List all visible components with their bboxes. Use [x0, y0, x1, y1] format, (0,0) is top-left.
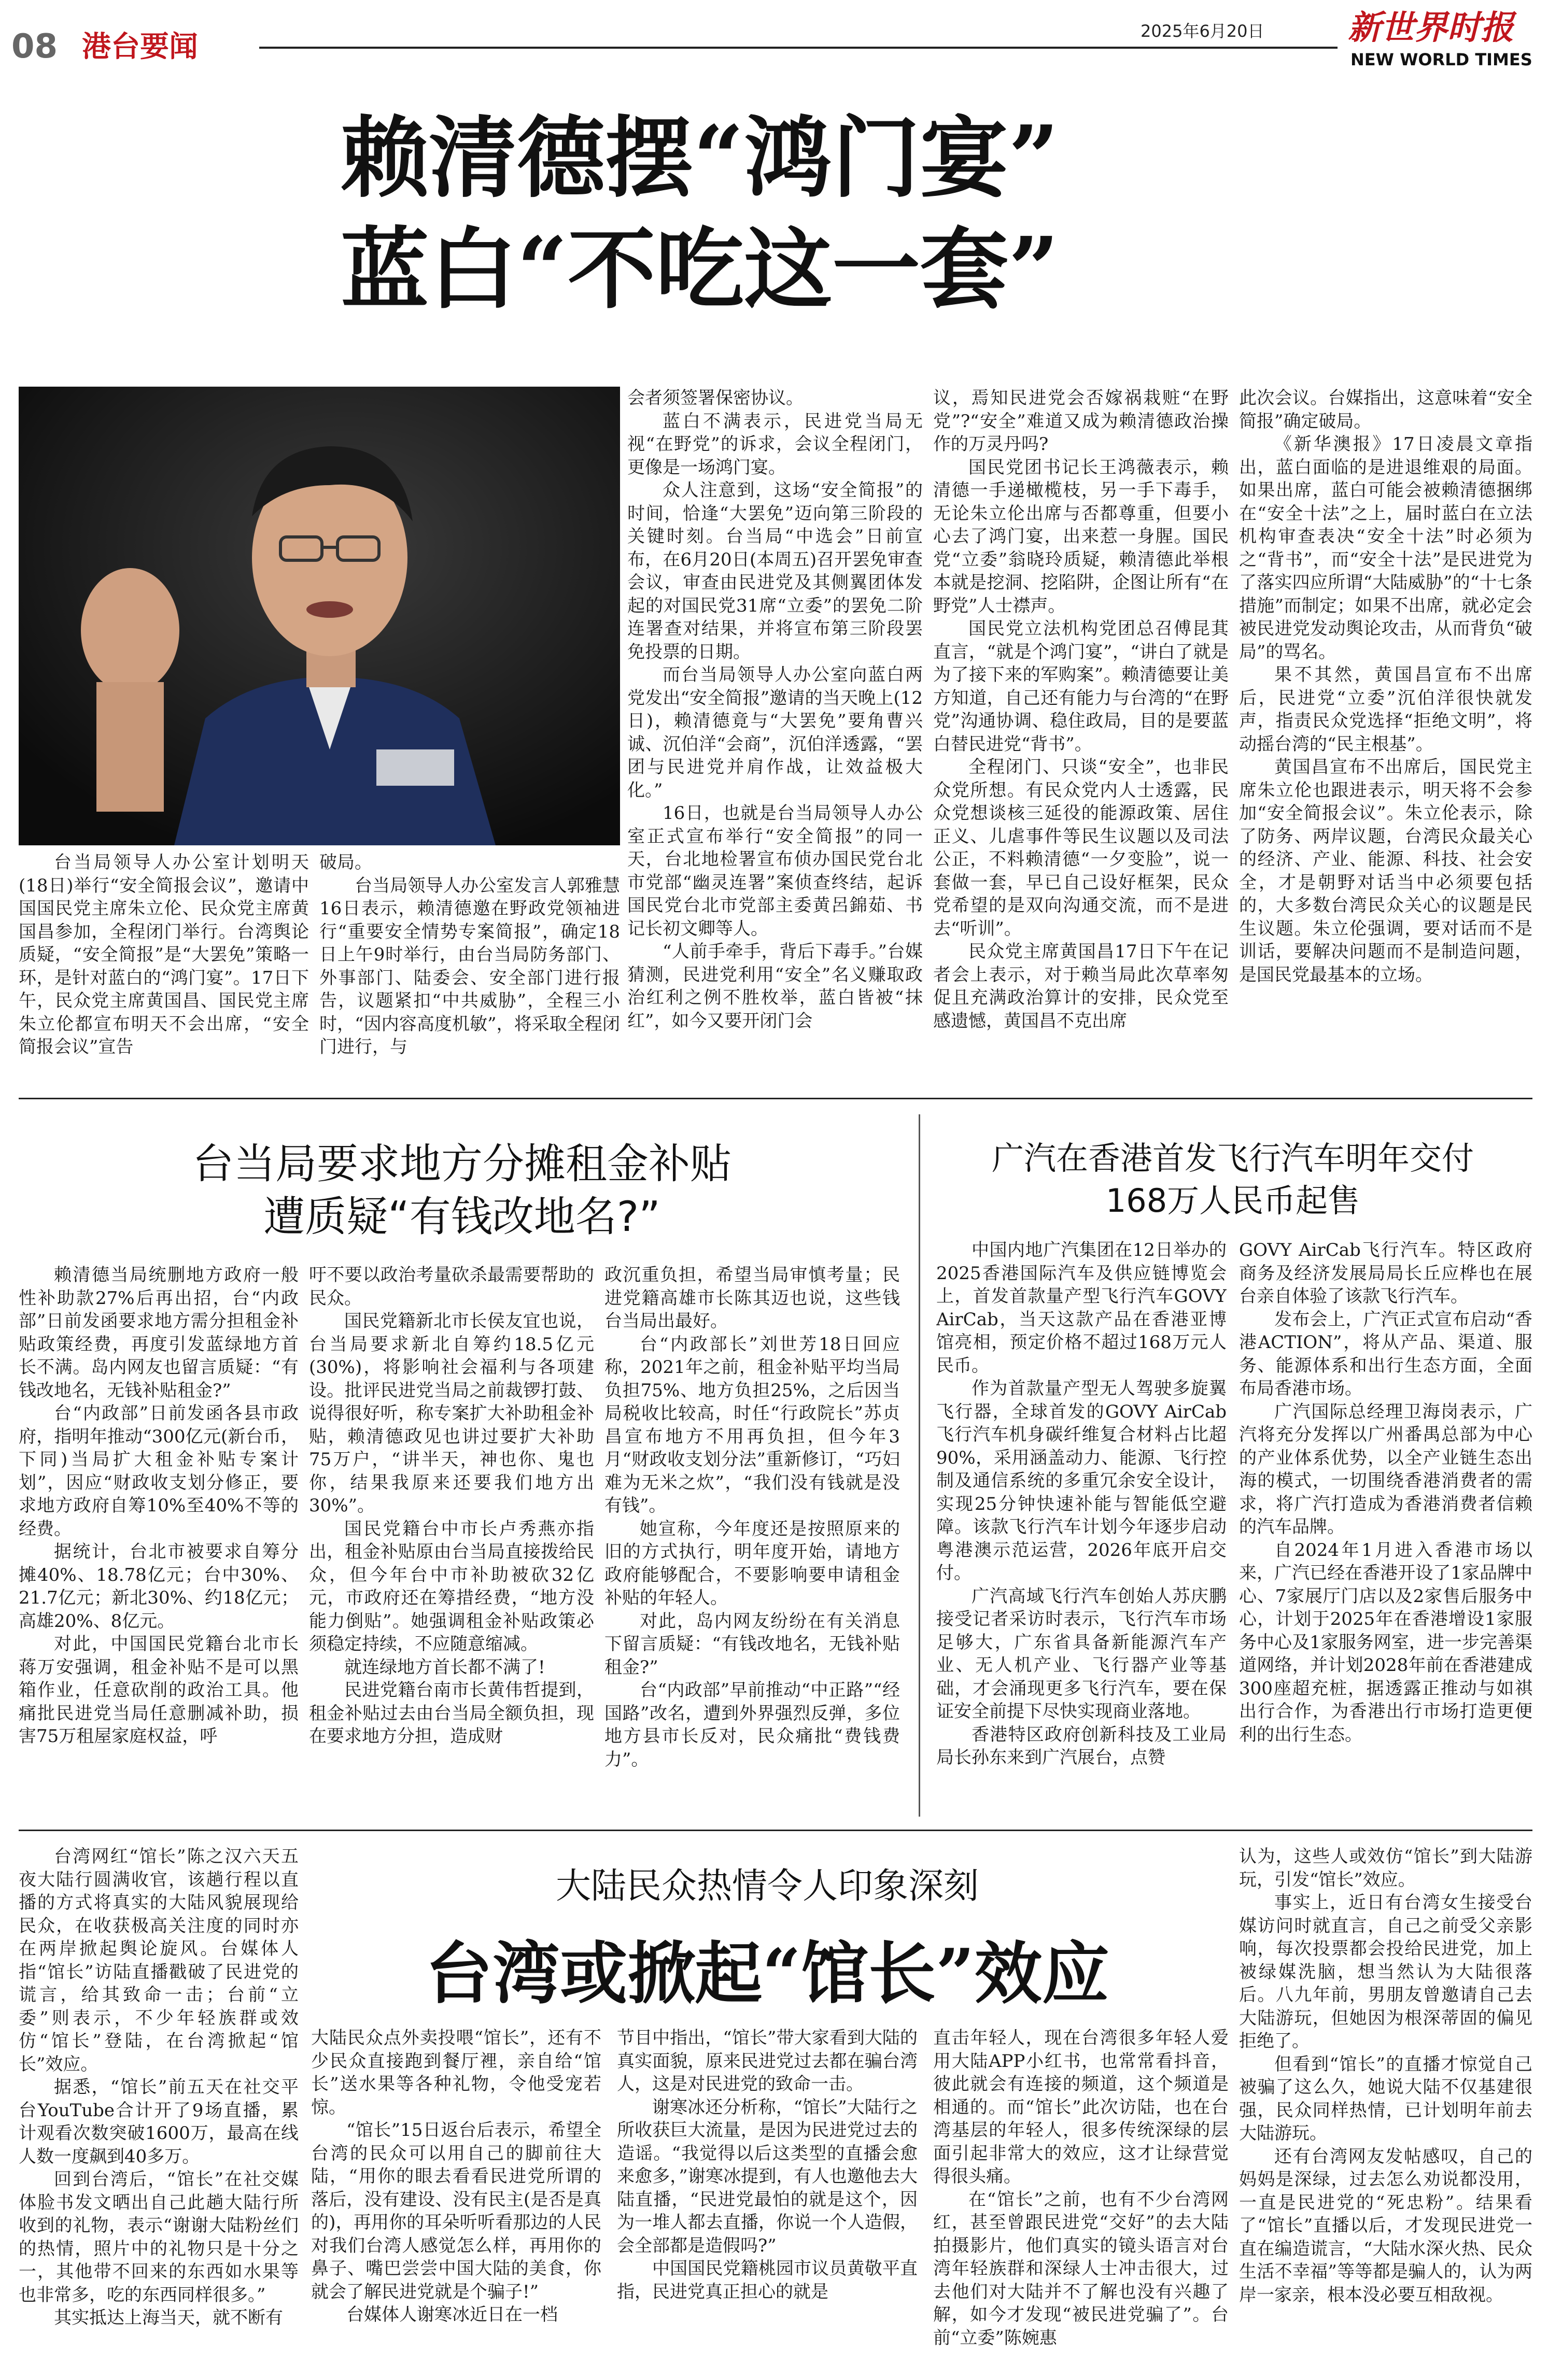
- paragraph: 果不其然，黄国昌宣布不出席后，民进党“立委”沉伯洋很快就发声，指责民众党选择“拒绝文明”，将动摇台湾的“民主根基”。: [1239, 664, 1532, 755]
- paragraph: 事实上，近日有台湾女生接受台媒访问时就直言，自己之前受父亲影响，每次投票都会投给民进党，加上被绿媒洗脑，想当然认为大陆很落后。八九年前，男朋友曾邀请自己去大陆游玩，但她因为根深蒂固的偏见拒绝了。: [1239, 1892, 1532, 2051]
- paragraph: 而台当局领导人办公室向蓝白两党发出“安全简报”邀请的当天晚上(12日)，赖清德竟与“大罢免”要角曹兴诚、沉伯洋“会商”，沉伯洋透露，“罢团与民进党并肩作战，让效益极大化。”: [627, 664, 923, 801]
- paragraph: 国民党籍台中市长卢秀燕亦指出，租金补贴原由台当局直接拨给民众，但今年台中市补助被砍32亿元，市政府还在筹措经费，“地方没能力倒贴”。她强调租金补贴政策必须稳定持续，不应随意缩减。: [309, 1518, 594, 1654]
- paragraph: 自2024年1月进入香港市场以来，广汽已经在香港开设了1家品牌中心、7家展厅门店以及2家售后服务中心，计划于2025年在香港增设1家服务中心及1家服务网室，进一步完善渠道网络，并计划2028年前在香港建成300座超充桩，据透露正推动与如祺出行合作，为香港出行市场打造更便利的出行生态。: [1239, 1539, 1532, 1745]
- article4-kicker: 大陆民众热情令人印象深刻: [555, 1866, 979, 1907]
- article4-column-5: [1239, 1845, 1532, 2369]
- paragraph: 台当局领导人办公室发言人郭雅慧16日表示，赖清德邀在野政党领袖进行“重要安全情势专案简报”，确定18日上午9时举行，由台当局防务部门、外事部门、陆委会、安全部门进行报告，议题紧扣“中共威胁”，全程三小时，“因内容高度机敏”，将采取全程闭门进行，与: [319, 875, 620, 1057]
- article1-column-2: [319, 851, 620, 1082]
- paragraph: 政沉重负担，希望当局审慎考量；民进党籍高雄市长陈其迈也说，这些钱台当局出最好。: [604, 1265, 900, 1331]
- paragraph: 她宣称，今年度还是按照原来的旧的方式执行，明年度开始，请地方政府能够配合，不要影响要申请租金补贴的年轻人。: [604, 1518, 900, 1608]
- paragraph: 蓝白不满表示，民进党当局无视“在野党”的诉求，会议全程闭门，更像是一场鸿门宴。: [627, 410, 923, 478]
- paragraph: 《新华澳报》17日凌晨文章指出，蓝白面临的是进退维艰的局面。如果出席，蓝白可能会被赖清德捆绑在“安全十法”之上，届时蓝白在立法机构审查表决“安全十法”时必须为之“背书”，而“安全十法”是民进党为了落实四应所谓“大陆威胁”的“十七条措施”而制定；如果不出席，就必定会被民进党发动舆论攻击，从而背负“破局”的骂名。: [1239, 434, 1532, 662]
- paragraph: 全程闭门、只谈“安全”，也非民众党所想。有民众党内人士透露，民众党想谈核三延役的能源政策、居住正义、儿虐事件等民生议题以及司法公正，不料赖清德“一夕变脸”，说一套做一套，早已自己设好框架，民众党希望的是双向沟通交流，而不是进去“听训”。: [933, 757, 1229, 939]
- section-divider: [19, 1098, 1532, 1099]
- paragraph: 就连绿地方首长都不满了!: [344, 1656, 545, 1678]
- article1-headline-line1: 赖清德摆“鸿门宴”: [341, 106, 1059, 210]
- paper-logo-en: NEW WORLD TIMES: [1350, 50, 1532, 69]
- paragraph: 议，焉知民进党会否嫁祸栽赃“在野党”?“安全”难道又成为赖清德政治操作的万灵丹吗?: [933, 388, 1229, 455]
- article3-column-2: [1239, 1239, 1532, 1796]
- article2-column-3: [604, 1264, 900, 1795]
- article1-column-1: [19, 851, 309, 1082]
- politician-photo: [19, 387, 620, 845]
- paragraph: 台湾网红“馆长”陈之汉六天五夜大陆行圆满收官，该趟行程以直播的方式将真实的大陆风貌展现给民众，在收获极高关注度的同时亦在两岸掀起舆论旋风。台媒体人指“馆长”访陆直播戳破了民进党的谎言，给其致命一击；台前“立委”则表示，不少年轻族群或效仿“馆长”登陆，在台湾掀起“馆长”效应。: [19, 1846, 299, 2075]
- paragraph: 台当局领导人办公室计划明天(18日)举行“安全简报会议”，邀请中国国民党主席朱立伦、民众党主席黄国昌参加，全程闭门举行。台湾舆论质疑，“安全简报”是“大罢免”策略一环，是针对蓝白的“鸿门宴”。17日下午，民众党主席黄国昌、国民党主席朱立伦都宣布明天不会出席，“安全简报会议”宣告: [19, 852, 309, 1057]
- article2-headline-line1: 台当局要求地方分摊租金补贴: [192, 1140, 731, 1188]
- paragraph: 国民党团书记长王鸿薇表示，赖清德一手递橄榄枝，另一手下毒手，无论朱立伦出席与否都尊重，但要小心去了鸿门宴，出来惹一身腥。国民党“立委”翁晓玲质疑，赖清德此举根本就是挖洞、挖陷阱，企图让所有“在野党”人士襟声。: [933, 457, 1229, 616]
- paragraph: 国民党籍新北市长侯友宜也说，台当局要求新北自筹约18.5亿元(30%)，将影响社会福利与各项建设。批评民进党当局之前裁锣打鼓、说得很好听，称专案扩大补助租金补贴，赖清德政见也讲过要扩大补助75万户，“讲半天，神也你、鬼也你，结果我原来还要我们地方出30%”。: [309, 1311, 594, 1516]
- article1-column-5: [1239, 387, 1532, 1081]
- section-divider: [19, 1830, 1532, 1831]
- paragraph: 回到台湾后，“馆长”在社交媒体脸书发文晒出自己此趟大陆行所收到的礼物，表示“谢谢大陆粉丝们的热情，照片中的礼物只是十分之一，其他带不回来的东西如水果等也非常多，吃的东西同样很多。”: [19, 2169, 299, 2305]
- paragraph: 众人注意到，这场“安全简报”的时间，恰逢“大罢免”迈向第三阶段的关键时刻。台当局“中选会”日前宣布，在6月20日(本周五)召开罢免审查会议，审查由民进党及其侧翼团体发起的对国民党31席“立委”的罢免二阶连署查对结果，并将宣布第三阶段罢免投票的日期。: [627, 480, 923, 662]
- article2-column-1: [19, 1264, 299, 1795]
- paragraph: 台媒体人谢寒冰近日在一档: [346, 2304, 558, 2325]
- paragraph: 据悉，“馆长”前五天在社交平台YouTube合计开了9场直播，累计观看次数突破1600万，最高在线人数一度飙到40多万。: [19, 2077, 299, 2167]
- paragraph: 吁不要以政治考量砍杀最需要帮助的民众。: [309, 1265, 594, 1309]
- article3-headline-line1: 广汽在香港首发飞行汽车明年交付: [991, 1139, 1474, 1177]
- paragraph: 直击年轻人，现在台湾很多年轻人爱用大陆APP小红书，也常常看抖音，彼此就会有连接的频道，这个频道是相通的。而“馆长”此次访陆，也在台湾基层的年轻人，很多传统深绿的层面引起非常大的效应，这才让绿营觉得很头痛。: [933, 2028, 1229, 2187]
- article4-column-2: [311, 2027, 601, 2369]
- paragraph: 会者须签署保密协议。: [627, 388, 804, 408]
- paper-logo: 新世界时报: [1348, 8, 1514, 47]
- article1-column-3: [627, 387, 923, 1081]
- paragraph: 其实抵达上海当天，就不断有: [54, 2307, 283, 2328]
- paragraph: 广汽国际总经理卫海岗表示，广汽将充分发挥以广州番禺总部为中心的产业体系优势，以全产业链生态出海的模式，一切围绕香港消费者的需求，将广汽打造成为香港消费者信赖的汽车品牌。: [1239, 1401, 1532, 1537]
- paragraph: 节目中指出，“馆长”带大家看到大陆的真实面貌，原来民进党过去都在骗台湾人，这是对民进党的致命一击。: [617, 2028, 918, 2094]
- paragraph: 此次会议。台媒指出，这意味着“安全简报”确定破局。: [1239, 388, 1532, 432]
- article1-headline-line2: 蓝白“不吃这一套”: [341, 218, 1059, 321]
- paragraph: 台“内政部”日前发函各县市政府，指明年推动“300亿元(新台币，下同)当局扩大租金补贴专案计划”，因应“财政收支划分修正，要求地方政府自筹10%至40%不等的经费。: [19, 1403, 299, 1539]
- paragraph: 16日，也就是台当局领导人办公室正式宣布举行“安全简报”的同一天，台北地检署宣布侦办国民党台北市党部“幽灵连署”案侦查终结，起诉国民党台北市党部主委黄呂錦茹、书记长初文卿等人。: [627, 803, 923, 939]
- paragraph: 还有台湾网友发帖感叹，自己的妈妈是深绿，过去怎么劝说都没用，一直是民进党的“死忠粉”。结果看了“馆长”直播以后，才发现民进党一直在编造谎言，“大陆水深火热、民众生活不幸福”等等都是骗人的，认为两岸一家亲，根本没必要互相敌视。: [1239, 2146, 1532, 2305]
- page-number: 08: [11, 27, 58, 66]
- paragraph: GOVY AirCab飞行汽车。特区政府商务及经济发展局局长丘应桦也在展台亲自体验了该款飞行汽车。: [1239, 1240, 1532, 1307]
- paragraph: 据统计，台北市被要求自筹分摊40%、18.78亿元；台中30%、21.7亿元；新北30%、约18亿元；高雄20%、8亿元。: [19, 1541, 299, 1632]
- article3-column-1: [936, 1239, 1227, 1796]
- paragraph: 广汽高域飞行汽车创始人苏庆鹏接受记者采访时表示，飞行汽车市场足够大，广东省具备新能源汽车产业、无人机产业、飞行器产业等基础，才会涌现更多飞行汽车，要在保证安全前提下尽快实现商业落地。: [936, 1585, 1227, 1722]
- paragraph: 在“馆长”之前，也有不少台湾网红，甚至曾跟民进党“交好”的去大陆拍摄影片，他们真实的镜头语言对台湾年轻族群和深绿人士冲击很大，过去他们对大陆并不了解也没有兴趣了解，如今才发现“被民进党骗了”。台前“立委”陈婉惠: [933, 2189, 1229, 2348]
- column-divider: [919, 1114, 920, 1817]
- paragraph: 民进党籍台南市长黄伟哲提到，租金补贴过去由台当局全额负担，现在要求地方分担，造成财: [309, 1680, 594, 1747]
- section-title: 港台要闻: [82, 30, 198, 64]
- paragraph: 谢寒冰还分析称，“馆长”大陆行之所收获巨大流量，是因为民进党过去的造谣。“我觉得以后这类型的直播会愈来愈多，”谢寒冰提到，有人也邀他去大陆直播，“民进党最怕的就是这个，因为一堆人都去直播，你说一个人造假，会全部都是造假吗?”: [617, 2096, 918, 2256]
- article4-column-1: [19, 1845, 299, 2369]
- paragraph: “馆长”15日返台后表示，希望全台湾的民众可以用自己的脚前往大陆，“用你的眼去看看民进党所谓的落后，没有建设、没有民主(是否是真的)，再用你的耳朵听听看那边的人民对我们台湾人感觉怎么样，再用你的鼻子、嘴巴尝尝中国大陆的美食，你就会了解民进党就是个骗子!”: [311, 2120, 601, 2302]
- article3-headline-line2: 168万人民币起售: [1105, 1182, 1360, 1220]
- paragraph: 赖清德当局统删地方政府一般性补助款27%后再出招，台“内政部”日前发函要求地方需分担租金补贴政策经费，再度引发蓝绿地方首长不满。岛内网友也留言质疑：“有钱改地名，无钱补贴租金?”: [19, 1265, 299, 1401]
- paragraph: 中国内地广汽集团在12日举办的2025香港国际汽车及供应链博览会上，首发首款量产型飞行汽车GOVY AirCab，当天这款产品在香港亚博馆亮相，预定价格不超过168万元人民币。: [936, 1240, 1227, 1376]
- article2-headline-line2: 遭质疑“有钱改地名?”: [263, 1193, 660, 1241]
- paragraph: 破局。: [319, 852, 372, 873]
- paragraph: 认为，这些人或效仿“馆长”到大陆游玩，引发“馆长”效应。: [1239, 1846, 1532, 1890]
- paragraph: “人前手牵手，背后下毒手。”台媒猜测，民进党利用“安全”名义赚取政治红利之例不胜枚举，蓝白皆被“抹红”，如今又要开闭门会: [627, 941, 923, 1031]
- paragraph: 作为首款量产型无人驾驶多旋翼飞行器，全球首发的GOVY AirCab飞行汽车机身碳纤维复合材料占比超90%，采用涵盖动力、能源、飞行控制及通信系统的多重冗余安全设计，实现25分钟快速补能与智能低空避障。该款飞行汽车计划今年逐步启动粤港澳示范运营，2026年底开启交付。: [936, 1378, 1227, 1583]
- article2-column-2: [309, 1264, 594, 1795]
- paragraph: 香港特区政府创新科技及工业局局长孙东来到广汽展台，点赞: [936, 1724, 1227, 1768]
- article4-headline: 台湾或掀起“馆长”效应: [425, 1934, 1109, 2013]
- paragraph: 台“内政部长”刘世芳18日回应称，2021年之前，租金补贴平均当局负担75%、地方负担25%，之后因当局税收比较高，时任“行政院长”苏贞昌宣布地方不用再负担，但今年3月“财政收支划分法”重新修订，“巧妇难为无米之炊”，“我们没有钱就是没有钱”。: [604, 1334, 900, 1516]
- paragraph: 民众党主席黄国昌17日下午在记者会上表示，对于赖当局此次草率匆促且充满政治算计的安排，民众党至感遗憾，黄国昌不克出席: [933, 941, 1229, 1031]
- paragraph: 但看到“馆长”的直播才惊觉自己被骗了这么久，她说大陆不仅基建很强，民众同样热情，已计划明年前去大陆游玩。: [1239, 2053, 1532, 2144]
- issue-date: 2025年6月20日: [1141, 21, 1264, 41]
- paragraph: 大陆民众点外卖投喂“馆长”，还有不少民众直接跑到餐厅裡，亲自给“馆长”送水果等各种礼物，令他受宠若惊。: [311, 2028, 601, 2118]
- paragraph: 国民党立法机构党团总召傅昆萁直言，“就是个鸿门宴”，“讲白了就是为了接下来的军购案”。赖清德要让美方知道，自己还有能力与台湾的“在野党”沟通协调、稳住政局，目的是要蓝白替民进党“背书”。: [933, 618, 1229, 755]
- paragraph: 黄国昌宣布不出席后，国民党主席朱立伦也跟进表示，明天将不会参加“安全简报会议”。朱立伦表示，除了防务、两岸议题，台湾民众最关心的经济、产业、能源、科技、社会安全，才是朝野对话当中必须要包括的，大多数台湾民众关心的议题是民生议题。朱立伦强调，要对话而不是训话，要解决问题而不是制造问题，是国民党最基本的立场。: [1239, 757, 1532, 985]
- paragraph: 对此，中国国民党籍台北市长蒋万安强调，租金补贴不是可以黑箱作业，任意砍削的政治工具。他痛批民进党当局任意删减补助，损害75万租屋家庭权益，呼: [19, 1634, 299, 1747]
- article4-column-3: [617, 2027, 918, 2369]
- paragraph: 发布会上，广汽正式宣布启动“香港ACTION”，将从产品、渠道、服务、能源体系和出行生态方面，全面布局香港市场。: [1239, 1309, 1532, 1399]
- masthead-rule: [259, 47, 1338, 49]
- paragraph: 台“内政部”早前推动“中正路”“经国路”改名，遭到外界强烈反弹，多位地方县市长反对，民众痛批“费钱费力”。: [604, 1680, 900, 1770]
- article4-column-4: [933, 2027, 1229, 2369]
- paragraph: 中国国民党籍桃园市议员黄敬平直指，民进党真正担心的就是: [617, 2258, 918, 2302]
- paragraph: 对此，岛内网友纷纷在有关消息下留言质疑：“有钱改地名，无钱补贴租金?”: [604, 1610, 900, 1678]
- article1-column-4: [933, 387, 1229, 1081]
